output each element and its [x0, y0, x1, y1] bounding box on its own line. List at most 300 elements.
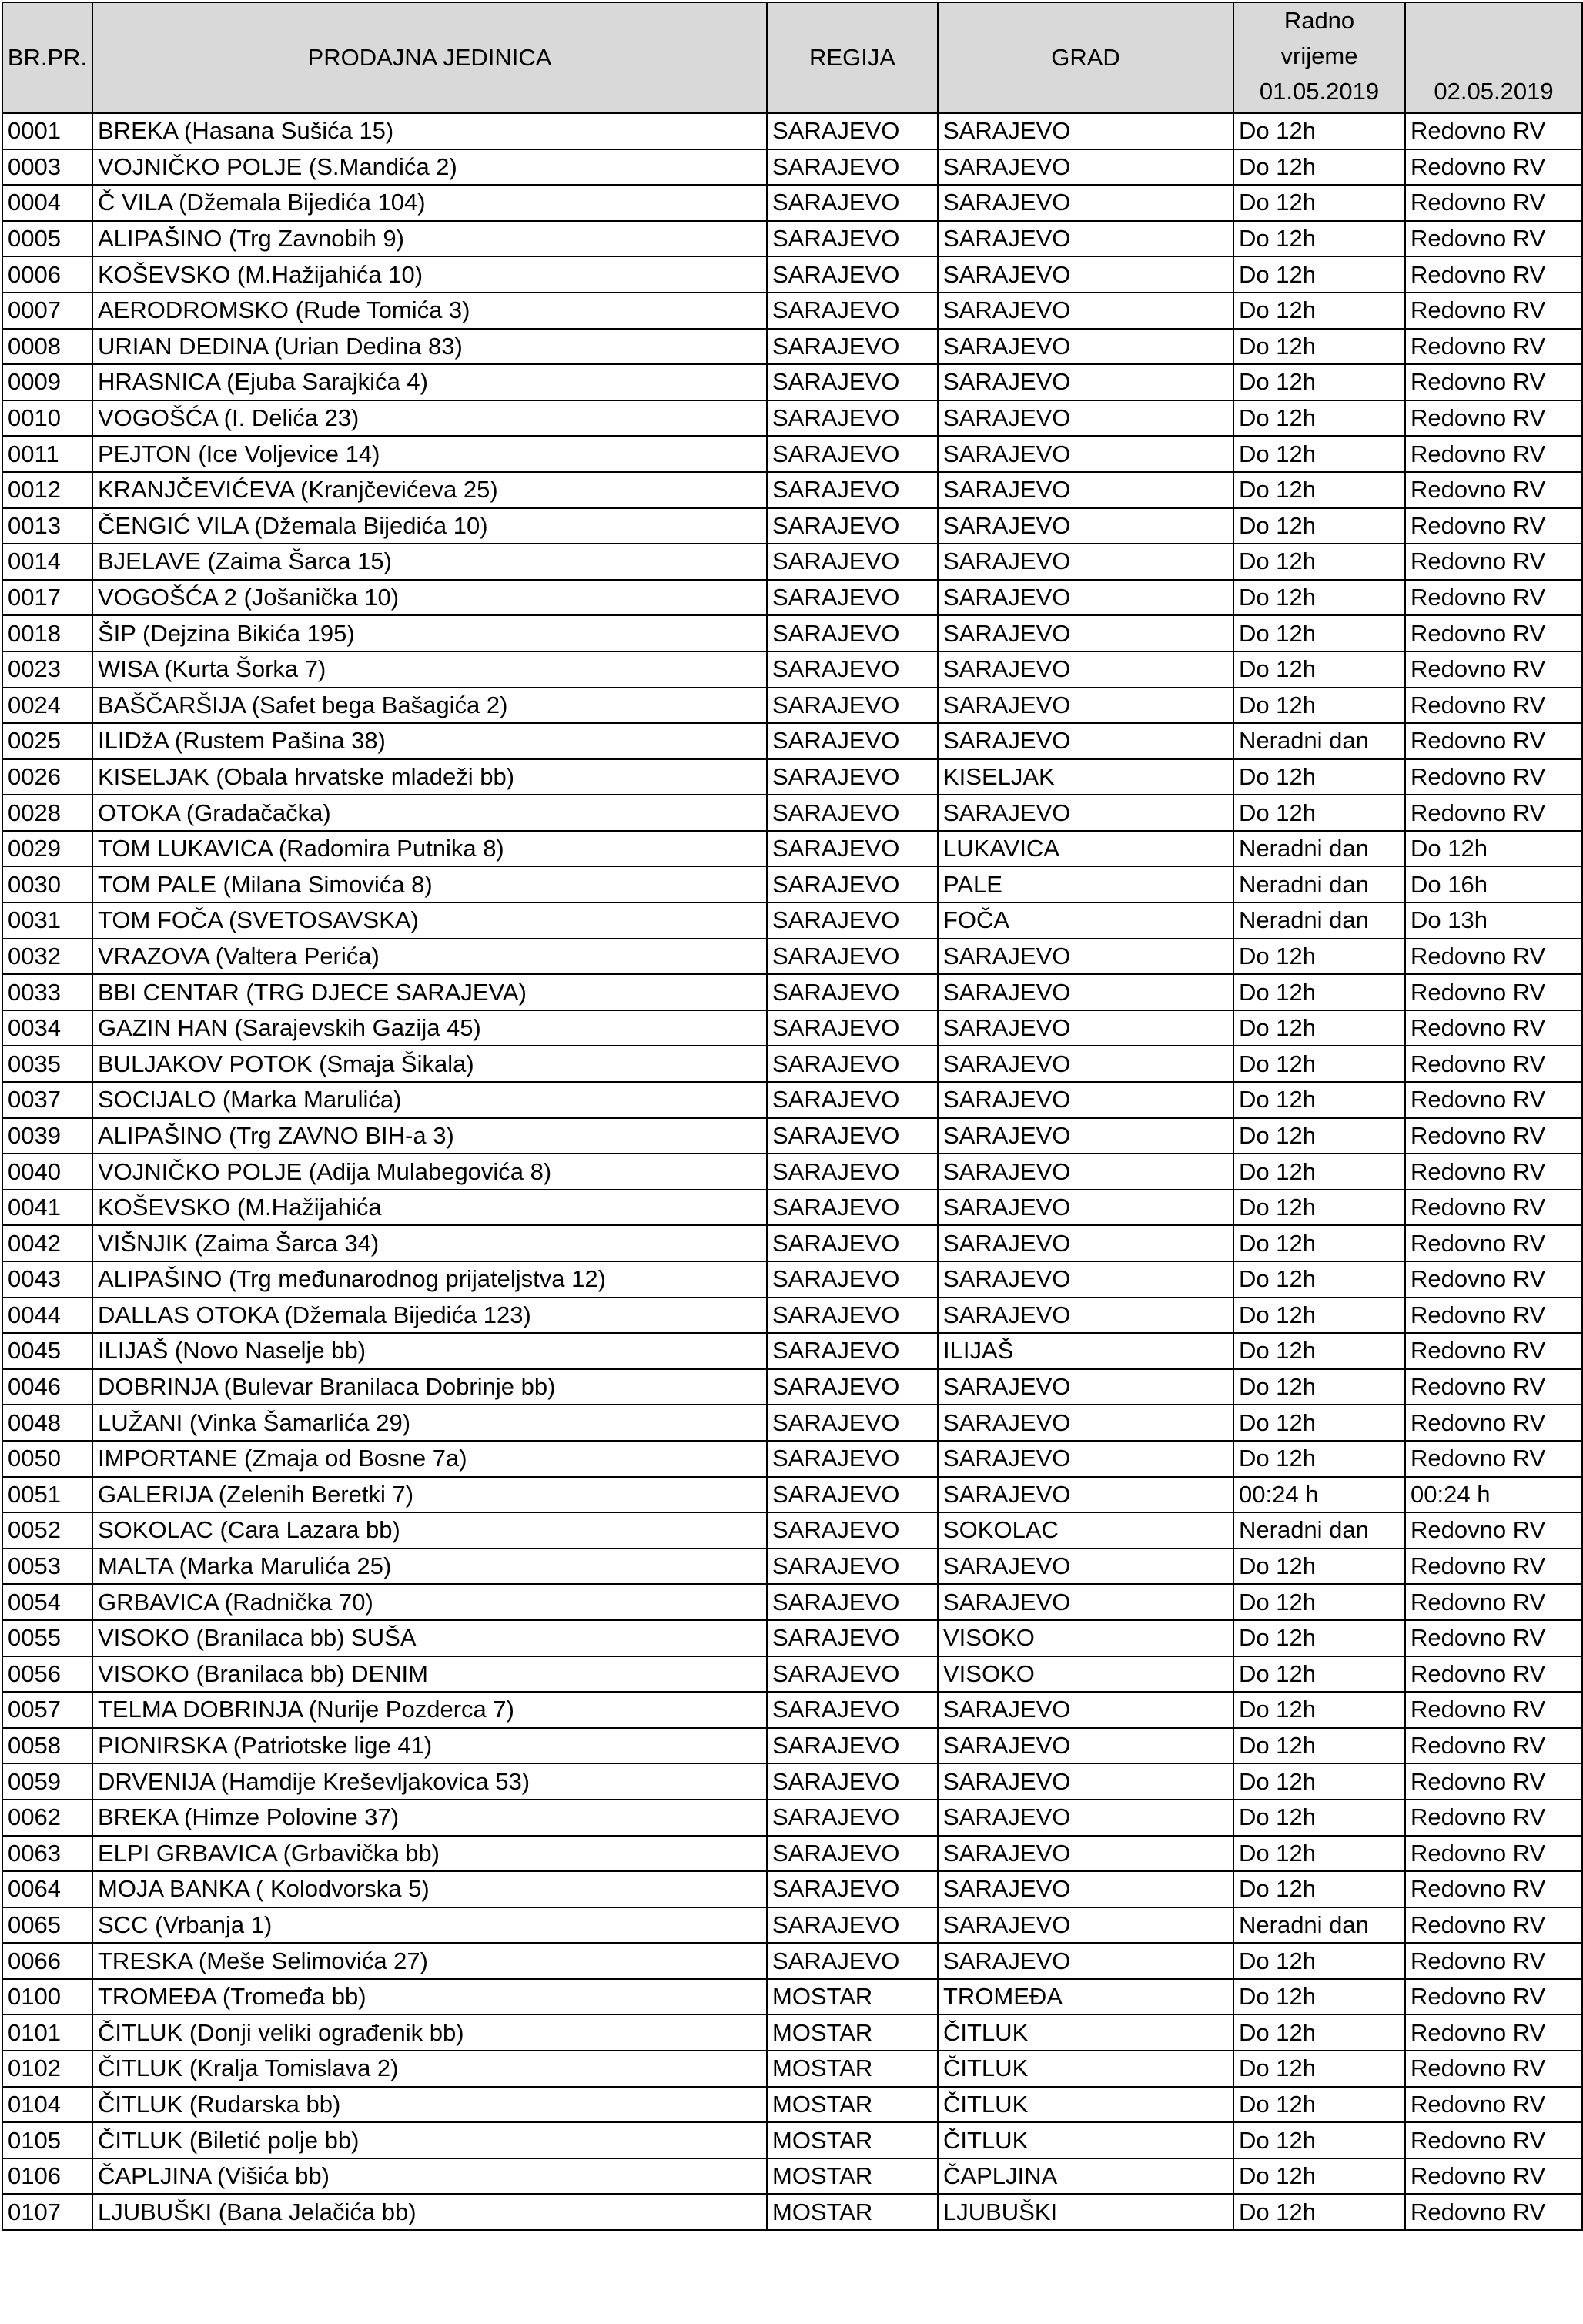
cell-hours-date-2: Redovno RV — [1405, 2087, 1582, 2123]
cell-store-number: 0051 — [2, 1477, 92, 1513]
cell-hours-date-2: Redovno RV — [1405, 1943, 1582, 1979]
cell-region: SARAJEVO — [767, 1800, 938, 1836]
cell-store-number: 0025 — [2, 723, 92, 759]
cell-hours-date-1: Neradni dan — [1233, 866, 1405, 902]
cell-city: SARAJEVO — [938, 1692, 1233, 1728]
cell-hours-date-2: Redovno RV — [1405, 2122, 1582, 2158]
cell-city: KISELJAK — [938, 759, 1233, 795]
table-row — [2, 1836, 1582, 1872]
table-row — [2, 1441, 1582, 1477]
cell-store-name: KRANJČEVIĆEVA (Kranjčevićeva 25) — [92, 472, 767, 508]
cell-hours-date-2: Redovno RV — [1405, 1800, 1582, 1836]
cell-store-number: 0023 — [2, 651, 92, 688]
cell-store-name: VOGOŠĆA (I. Delića 23) — [92, 400, 767, 437]
cell-store-name: SOCIJALO (Marka Marulića) — [92, 1082, 767, 1118]
cell-hours-date-1: Do 12h — [1233, 1010, 1405, 1046]
table-row — [2, 831, 1582, 867]
store-hours-table — [2, 2, 1583, 2231]
cell-store-number: 0104 — [2, 2087, 92, 2123]
cell-hours-date-2: Redovno RV — [1405, 1333, 1582, 1369]
cell-store-number: 0059 — [2, 1763, 92, 1800]
table-row — [2, 293, 1582, 329]
cell-hours-date-1: Do 12h — [1233, 1692, 1405, 1728]
cell-region: SARAJEVO — [767, 831, 938, 867]
cell-store-number: 0024 — [2, 688, 92, 724]
cell-region: MOSTAR — [767, 2051, 938, 2087]
table-row — [2, 149, 1582, 186]
cell-region: SARAJEVO — [767, 1046, 938, 1082]
cell-store-name: Č VILA (Džemala Bijedića 104) — [92, 185, 767, 221]
cell-region: SARAJEVO — [767, 436, 938, 472]
cell-hours-date-1: Do 12h — [1233, 185, 1405, 221]
cell-hours-date-1: Do 12h — [1233, 149, 1405, 186]
cell-store-number: 0004 — [2, 185, 92, 221]
cell-store-name: GRBAVICA (Radnička 70) — [92, 1584, 767, 1620]
cell-hours-date-1: Do 12h — [1233, 1298, 1405, 1334]
cell-store-name: DOBRINJA (Bulevar Branilaca Dobrinje bb) — [92, 1369, 767, 1405]
cell-region: SARAJEVO — [767, 1082, 938, 1118]
cell-store-number: 0011 — [2, 436, 92, 472]
cell-region: SARAJEVO — [767, 1836, 938, 1872]
cell-store-number: 0053 — [2, 1549, 92, 1585]
cell-hours-date-1: Do 12h — [1233, 615, 1405, 651]
cell-city: SARAJEVO — [938, 1225, 1233, 1261]
table-row — [2, 866, 1582, 902]
cell-store-name: BAŠČARŠIJA (Safet bega Bašagića 2) — [92, 688, 767, 724]
cell-region: SARAJEVO — [767, 1369, 938, 1405]
cell-store-number: 0065 — [2, 1907, 92, 1944]
cell-city: SARAJEVO — [938, 723, 1233, 759]
cell-hours-date-1: Do 12h — [1233, 795, 1405, 831]
cell-store-number: 0012 — [2, 472, 92, 508]
cell-hours-date-2: Redovno RV — [1405, 1836, 1582, 1872]
cell-city: SARAJEVO — [938, 1907, 1233, 1944]
cell-store-number: 0048 — [2, 1405, 92, 1441]
cell-hours-date-1: Do 12h — [1233, 1118, 1405, 1154]
header-date-1-line-1: Radno — [1283, 7, 1355, 34]
cell-city: SARAJEVO — [938, 974, 1233, 1010]
cell-hours-date-1: Do 12h — [1233, 759, 1405, 795]
cell-store-name: TOM PALE (Milana Simovića 8) — [92, 866, 767, 902]
cell-city: SARAJEVO — [938, 1728, 1233, 1764]
cell-city: SARAJEVO — [938, 436, 1233, 472]
table-row — [2, 1477, 1582, 1513]
table-row — [2, 329, 1582, 365]
cell-hours-date-2: Do 16h — [1405, 866, 1582, 902]
cell-region: SARAJEVO — [767, 149, 938, 186]
cell-store-name: ČITLUK (Kralja Tomislava 2) — [92, 2051, 767, 2087]
cell-store-name: TRESKA (Meše Selimovića 27) — [92, 1943, 767, 1979]
cell-city: ČITLUK — [938, 2087, 1233, 2123]
cell-region: SARAJEVO — [767, 580, 938, 616]
cell-hours-date-1: Neradni dan — [1233, 723, 1405, 759]
table-row — [2, 364, 1582, 400]
table-row — [2, 1405, 1582, 1441]
cell-city: ČITLUK — [938, 2014, 1233, 2051]
cell-hours-date-1: Do 12h — [1233, 1046, 1405, 1082]
cell-store-number: 0052 — [2, 1512, 92, 1549]
cell-city: SARAJEVO — [938, 185, 1233, 221]
cell-store-name: VOJNIČKO POLJE (Adija Mulabegovića 8) — [92, 1154, 767, 1190]
cell-store-number: 0100 — [2, 1979, 92, 2015]
cell-store-name: ILIDžA (Rustem Pašina 38) — [92, 723, 767, 759]
cell-store-name: GALERIJA (Zelenih Beretki 7) — [92, 1477, 767, 1513]
cell-city: PALE — [938, 866, 1233, 902]
cell-hours-date-2: Redovno RV — [1405, 939, 1582, 975]
cell-store-number: 0033 — [2, 974, 92, 1010]
cell-hours-date-2: Redovno RV — [1405, 759, 1582, 795]
cell-region: SARAJEVO — [767, 1118, 938, 1154]
cell-hours-date-1: 00:24 h — [1233, 1477, 1405, 1513]
cell-store-name: ILIJAŠ (Novo Naselje bb) — [92, 1333, 767, 1369]
cell-city: FOČA — [938, 902, 1233, 939]
cell-city: SARAJEVO — [938, 1441, 1233, 1477]
header-date-2: 02.05.2019 — [1405, 2, 1582, 113]
table-row — [2, 1584, 1582, 1620]
cell-hours-date-2: Redovno RV — [1405, 1728, 1582, 1764]
table-row — [2, 1620, 1582, 1656]
cell-hours-date-2: Redovno RV — [1405, 723, 1582, 759]
header-date-1-line-2: vrijeme — [1280, 42, 1358, 69]
cell-hours-date-1: Do 12h — [1233, 688, 1405, 724]
cell-hours-date-2: Redovno RV — [1405, 256, 1582, 293]
cell-store-number: 0041 — [2, 1190, 92, 1226]
table-row — [2, 508, 1582, 544]
cell-store-name: DALLAS OTOKA (Džemala Bijedića 123) — [92, 1298, 767, 1334]
cell-region: SARAJEVO — [767, 256, 938, 293]
cell-store-name: OTOKA (Gradačačka) — [92, 795, 767, 831]
cell-hours-date-1: Do 12h — [1233, 1800, 1405, 1836]
cell-hours-date-2: Redovno RV — [1405, 1441, 1582, 1477]
cell-hours-date-1: Do 12h — [1233, 1656, 1405, 1693]
cell-store-name: VOJNIČKO POLJE (S.Mandića 2) — [92, 149, 767, 186]
cell-hours-date-2: Redovno RV — [1405, 1369, 1582, 1405]
cell-city: ČITLUK — [938, 2051, 1233, 2087]
cell-city: LUKAVICA — [938, 831, 1233, 867]
cell-city: SARAJEVO — [938, 1800, 1233, 1836]
table-row — [2, 113, 1582, 149]
cell-store-number: 0102 — [2, 2051, 92, 2087]
cell-city: LJUBUŠKI — [938, 2194, 1233, 2230]
cell-store-name: ČAPLJINA (Višića bb) — [92, 2158, 767, 2195]
cell-hours-date-2: Redovno RV — [1405, 2014, 1582, 2051]
cell-hours-date-2: Redovno RV — [1405, 1871, 1582, 1907]
cell-hours-date-1: Do 12h — [1233, 2158, 1405, 2195]
cell-store-name: AERODROMSKO (Rude Tomića 3) — [92, 293, 767, 329]
cell-store-name: VISOKO (Branilaca bb) DENIM — [92, 1656, 767, 1693]
cell-store-number: 0006 — [2, 256, 92, 293]
cell-city: SARAJEVO — [938, 1046, 1233, 1082]
header-date-1-line-3: 01.05.2019 — [1259, 78, 1380, 105]
table-header — [2, 2, 1582, 113]
table-row — [2, 902, 1582, 939]
cell-hours-date-1: Do 12h — [1233, 1763, 1405, 1800]
cell-store-number: 0003 — [2, 149, 92, 186]
table-row — [2, 1907, 1582, 1944]
cell-hours-date-2: Redovno RV — [1405, 795, 1582, 831]
cell-store-name: MALTA (Marka Marulića 25) — [92, 1549, 767, 1585]
cell-region: SARAJEVO — [767, 1405, 938, 1441]
cell-region: MOSTAR — [767, 2087, 938, 2123]
cell-hours-date-2: Redovno RV — [1405, 113, 1582, 149]
cell-region: MOSTAR — [767, 1979, 938, 2015]
cell-region: MOSTAR — [767, 2194, 938, 2230]
cell-store-name: KOŠEVSKO (M.Hažijahića — [92, 1190, 767, 1226]
cell-region: SARAJEVO — [767, 866, 938, 902]
cell-region: SARAJEVO — [767, 293, 938, 329]
cell-city: SARAJEVO — [938, 472, 1233, 508]
cell-hours-date-2: Redovno RV — [1405, 1763, 1582, 1800]
cell-city: VISOKO — [938, 1620, 1233, 1656]
header-store-number: BR.PR. — [2, 2, 92, 113]
cell-hours-date-1: Do 12h — [1233, 651, 1405, 688]
cell-hours-date-1: Do 12h — [1233, 1369, 1405, 1405]
cell-store-name: DRVENIJA (Hamdije Kreševljakovica 53) — [92, 1763, 767, 1800]
cell-hours-date-2: Redovno RV — [1405, 615, 1582, 651]
table-row — [2, 759, 1582, 795]
cell-hours-date-2: Redovno RV — [1405, 1979, 1582, 2015]
cell-hours-date-2: Redovno RV — [1405, 2158, 1582, 2195]
table-row — [2, 795, 1582, 831]
cell-hours-date-1: Neradni dan — [1233, 1907, 1405, 1944]
cell-city: SARAJEVO — [938, 508, 1233, 544]
table-row — [2, 1800, 1582, 1836]
cell-region: SARAJEVO — [767, 1010, 938, 1046]
cell-region: SARAJEVO — [767, 400, 938, 437]
cell-hours-date-2: Redovno RV — [1405, 1907, 1582, 1944]
cell-store-number: 0062 — [2, 1800, 92, 1836]
cell-store-name: BJELAVE (Zaima Šarca 15) — [92, 544, 767, 580]
cell-region: SARAJEVO — [767, 939, 938, 975]
cell-hours-date-2: Redovno RV — [1405, 1656, 1582, 1693]
table-row — [2, 1692, 1582, 1728]
cell-city: SARAJEVO — [938, 1549, 1233, 1585]
table-row — [2, 1010, 1582, 1046]
table-row — [2, 2087, 1582, 2123]
cell-hours-date-1: Do 12h — [1233, 293, 1405, 329]
cell-store-number: 0013 — [2, 508, 92, 544]
cell-hours-date-1: Do 12h — [1233, 1405, 1405, 1441]
cell-hours-date-1: Do 12h — [1233, 364, 1405, 400]
header-store-name: PRODAJNA JEDINICA — [92, 2, 767, 113]
cell-store-number: 0064 — [2, 1871, 92, 1907]
cell-hours-date-1: Neradni dan — [1233, 902, 1405, 939]
cell-store-name: ALIPAŠINO (Trg međunarodnog prijateljstva 12) — [92, 1261, 767, 1298]
cell-city: VISOKO — [938, 1656, 1233, 1693]
cell-store-name: PIONIRSKA (Patriotske lige 41) — [92, 1728, 767, 1764]
cell-hours-date-2: Redovno RV — [1405, 1082, 1582, 1118]
cell-hours-date-2: Redovno RV — [1405, 1010, 1582, 1046]
cell-hours-date-2: Redovno RV — [1405, 688, 1582, 724]
cell-store-number: 0010 — [2, 400, 92, 437]
table-row — [2, 2158, 1582, 2195]
document-sheet — [2, 2, 1581, 2231]
cell-region: SARAJEVO — [767, 185, 938, 221]
cell-store-name: VIŠNJIK (Zaima Šarca 34) — [92, 1225, 767, 1261]
cell-store-number: 0101 — [2, 2014, 92, 2051]
cell-hours-date-1: Do 12h — [1233, 1620, 1405, 1656]
cell-store-number: 0001 — [2, 113, 92, 149]
table-row — [2, 1082, 1582, 1118]
cell-hours-date-1: Do 12h — [1233, 1225, 1405, 1261]
cell-city: SARAJEVO — [938, 1369, 1233, 1405]
cell-hours-date-1: Do 12h — [1233, 1549, 1405, 1585]
cell-region: SARAJEVO — [767, 364, 938, 400]
cell-hours-date-2: Redovno RV — [1405, 2051, 1582, 2087]
cell-city: SARAJEVO — [938, 651, 1233, 688]
cell-hours-date-1: Do 12h — [1233, 1333, 1405, 1369]
cell-hours-date-2: Redovno RV — [1405, 544, 1582, 580]
cell-hours-date-2: Redovno RV — [1405, 436, 1582, 472]
cell-store-number: 0007 — [2, 293, 92, 329]
cell-hours-date-2: Redovno RV — [1405, 149, 1582, 186]
cell-store-number: 0009 — [2, 364, 92, 400]
cell-city: SARAJEVO — [938, 1763, 1233, 1800]
cell-store-name: PEJTON (Ice Voljevice 14) — [92, 436, 767, 472]
cell-city: SARAJEVO — [938, 1261, 1233, 1298]
cell-hours-date-2: Redovno RV — [1405, 1225, 1582, 1261]
table-row — [2, 723, 1582, 759]
table-row — [2, 1728, 1582, 1764]
table-row — [2, 400, 1582, 437]
cell-hours-date-2: Redovno RV — [1405, 1405, 1582, 1441]
cell-store-name: ČITLUK (Donji veliki ograđenik bb) — [92, 2014, 767, 2051]
cell-city: SARAJEVO — [938, 113, 1233, 149]
cell-city: SARAJEVO — [938, 1836, 1233, 1872]
cell-hours-date-2: Do 12h — [1405, 831, 1582, 867]
cell-region: MOSTAR — [767, 2122, 938, 2158]
cell-region: SARAJEVO — [767, 651, 938, 688]
cell-store-name: LJUBUŠKI (Bana Jelačića bb) — [92, 2194, 767, 2230]
table-row — [2, 256, 1582, 293]
cell-store-name: BREKA (Himze Polovine 37) — [92, 1800, 767, 1836]
cell-region: SARAJEVO — [767, 221, 938, 257]
cell-region: SARAJEVO — [767, 1225, 938, 1261]
cell-hours-date-2: Redovno RV — [1405, 508, 1582, 544]
table-row — [2, 1943, 1582, 1979]
cell-hours-date-2: Redovno RV — [1405, 651, 1582, 688]
cell-region: SARAJEVO — [767, 1333, 938, 1369]
cell-store-number: 0054 — [2, 1584, 92, 1620]
cell-hours-date-2: Redovno RV — [1405, 1298, 1582, 1334]
cell-hours-date-1: Do 12h — [1233, 472, 1405, 508]
table-row — [2, 2014, 1582, 2051]
cell-store-number: 0028 — [2, 795, 92, 831]
cell-city: SARAJEVO — [938, 293, 1233, 329]
table-row — [2, 221, 1582, 257]
cell-store-number: 0037 — [2, 1082, 92, 1118]
cell-store-number: 0005 — [2, 221, 92, 257]
cell-store-number: 0057 — [2, 1692, 92, 1728]
cell-city: SARAJEVO — [938, 256, 1233, 293]
cell-hours-date-2: Redovno RV — [1405, 1190, 1582, 1226]
table-row — [2, 580, 1582, 616]
cell-hours-date-2: Redovno RV — [1405, 974, 1582, 1010]
cell-hours-date-2: 00:24 h — [1405, 1477, 1582, 1513]
cell-region: SARAJEVO — [767, 1656, 938, 1693]
table-row — [2, 2194, 1582, 2230]
cell-hours-date-1: Do 12h — [1233, 974, 1405, 1010]
table-row — [2, 1333, 1582, 1369]
cell-hours-date-1: Do 12h — [1233, 2087, 1405, 2123]
cell-store-number: 0045 — [2, 1333, 92, 1369]
cell-store-name: SOKOLAC (Cara Lazara bb) — [92, 1512, 767, 1549]
cell-store-name: ČITLUK (Biletić polje bb) — [92, 2122, 767, 2158]
cell-store-name: BULJAKOV POTOK (Smaja Šikala) — [92, 1046, 767, 1082]
cell-city: SARAJEVO — [938, 1154, 1233, 1190]
cell-store-name: GAZIN HAN (Sarajevskih Gazija 45) — [92, 1010, 767, 1046]
table-row — [2, 185, 1582, 221]
cell-city: SARAJEVO — [938, 1118, 1233, 1154]
cell-store-number: 0035 — [2, 1046, 92, 1082]
cell-store-name: URIAN DEDINA (Urian Dedina 83) — [92, 329, 767, 365]
cell-store-number: 0030 — [2, 866, 92, 902]
cell-store-number: 0032 — [2, 939, 92, 975]
table-row — [2, 1261, 1582, 1298]
table-row — [2, 436, 1582, 472]
cell-city: SARAJEVO — [938, 364, 1233, 400]
cell-region: SARAJEVO — [767, 1261, 938, 1298]
cell-hours-date-1: Do 12h — [1233, 1154, 1405, 1190]
cell-city: SARAJEVO — [938, 329, 1233, 365]
cell-store-number: 0040 — [2, 1154, 92, 1190]
cell-store-name: TROMEĐA (Tromeđa bb) — [92, 1979, 767, 2015]
cell-hours-date-1: Do 12h — [1233, 1871, 1405, 1907]
cell-hours-date-2: Redovno RV — [1405, 1261, 1582, 1298]
cell-store-name: ČENGIĆ VILA (Džemala Bijedića 10) — [92, 508, 767, 544]
cell-store-name: LUŽANI (Vinka Šamarlića 29) — [92, 1405, 767, 1441]
cell-region: SARAJEVO — [767, 1871, 938, 1907]
cell-region: SARAJEVO — [767, 1728, 938, 1764]
cell-hours-date-1: Do 12h — [1233, 329, 1405, 365]
table-row — [2, 1298, 1582, 1334]
cell-store-number: 0014 — [2, 544, 92, 580]
cell-hours-date-1: Do 12h — [1233, 2122, 1405, 2158]
cell-hours-date-1: Do 12h — [1233, 544, 1405, 580]
cell-region: SARAJEVO — [767, 1584, 938, 1620]
cell-store-name: VRAZOVA (Valtera Perića) — [92, 939, 767, 975]
table-row — [2, 1046, 1582, 1082]
cell-city: SARAJEVO — [938, 1298, 1233, 1334]
cell-hours-date-1: Do 12h — [1233, 508, 1405, 544]
table-row — [2, 615, 1582, 651]
cell-store-number: 0043 — [2, 1261, 92, 1298]
table-row — [2, 1369, 1582, 1405]
cell-city: SARAJEVO — [938, 1405, 1233, 1441]
cell-city: TROMEĐA — [938, 1979, 1233, 2015]
table-row — [2, 1512, 1582, 1549]
cell-region: SARAJEVO — [767, 113, 938, 149]
cell-store-name: HRASNICA (Ejuba Sarajkića 4) — [92, 364, 767, 400]
table-row — [2, 472, 1582, 508]
cell-store-name: BBI CENTAR (TRG DJECE SARAJEVA) — [92, 974, 767, 1010]
table-row — [2, 1190, 1582, 1226]
cell-city: SARAJEVO — [938, 1871, 1233, 1907]
cell-store-name: ALIPAŠINO (Trg ZAVNO BIH-a 3) — [92, 1118, 767, 1154]
cell-store-number: 0031 — [2, 902, 92, 939]
cell-region: SARAJEVO — [767, 615, 938, 651]
table-row — [2, 688, 1582, 724]
cell-hours-date-1: Do 12h — [1233, 1943, 1405, 1979]
cell-hours-date-2: Redovno RV — [1405, 1512, 1582, 1549]
cell-hours-date-2: Redovno RV — [1405, 472, 1582, 508]
header-row — [2, 2, 1582, 113]
cell-store-number: 0044 — [2, 1298, 92, 1334]
cell-hours-date-1: Do 12h — [1233, 113, 1405, 149]
cell-region: SARAJEVO — [767, 1907, 938, 1944]
cell-store-number: 0106 — [2, 2158, 92, 2195]
cell-hours-date-1: Do 12h — [1233, 1082, 1405, 1118]
